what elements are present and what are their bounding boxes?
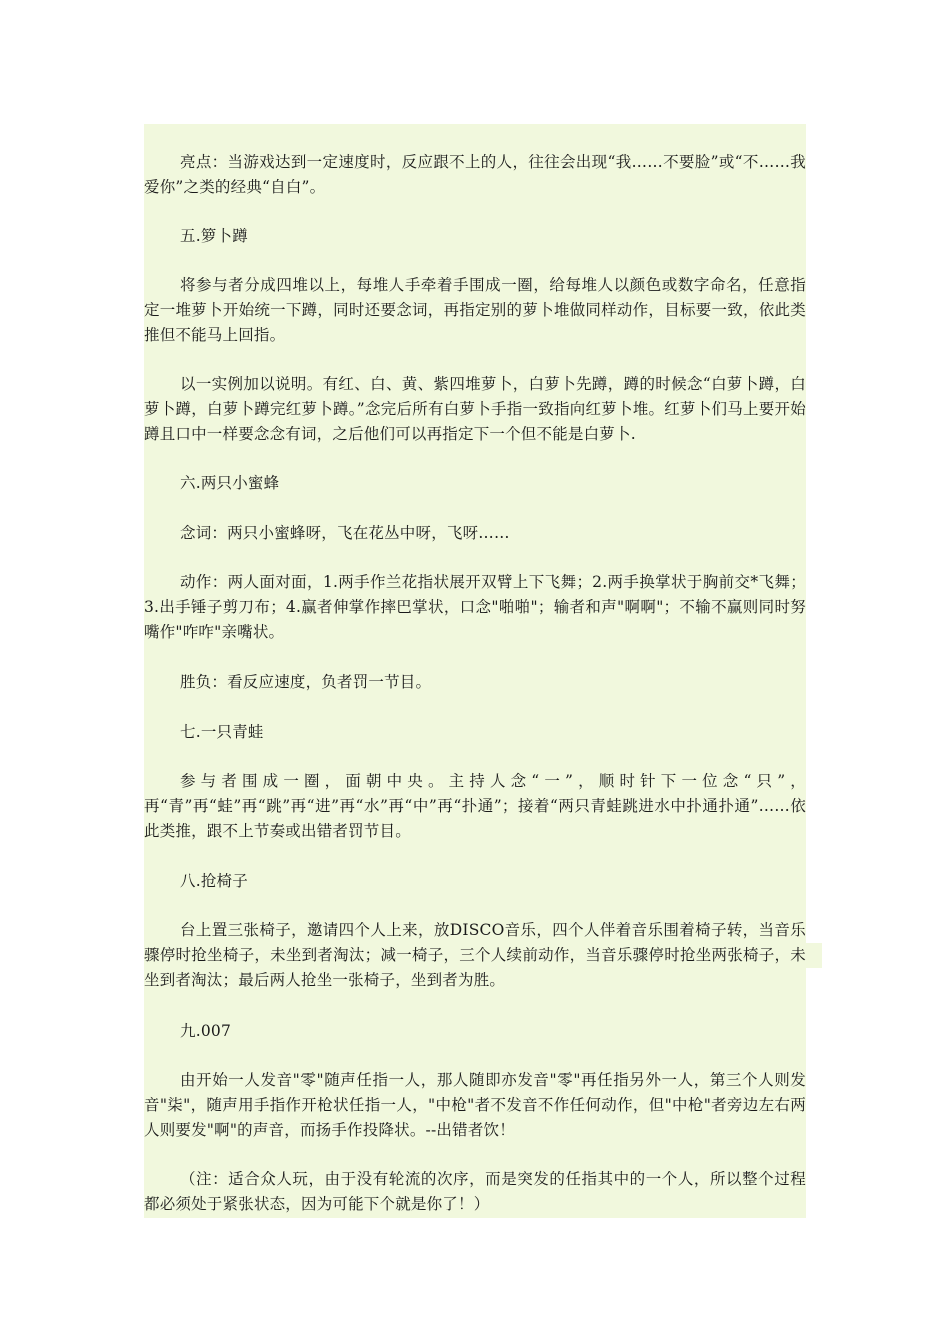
paragraph-radish-example: 以一实例加以说明。有红、白、黄、紫四堆萝卜，白萝卜先蹲，蹲的时候念“白萝卜蹲，白萝卜蹲，白萝卜蹲完红萝卜蹲。”念完后所有白萝卜手指一致指向红萝卜堆。红萝卜们马上要开始蹲且口中一样要念念有词，之后他们可以再指定下一个但不能是白萝卜. (144, 375, 806, 443)
paragraph-007-rules: 由开始一人发音"零"随声任指一人，那人随即亦发音"零"再任指另外一人，第三个人则发音"柒"，随声用手指作开枪状任指一人，"中枪"者不发音不作任何动作，但"中枪"者旁边左右两人则要发"啊"的声音，而扬手作投降状。--出错者饮！ (144, 1071, 806, 1139)
paragraph-bees-actions: 动作：两人面对面，1.两手作兰花指状展开双臂上下飞舞；2.两手换掌状于胸前交*飞舞；3.出手锤子剪刀布；4.赢者伸掌作摔巴掌状，口念"啪啪"；输者和声"啊啊"；不输不赢则同时努嘴作"咋咋"亲嘴状。 (144, 573, 806, 641)
section-heading-two-bees: 六.两只小蜜蜂 (180, 474, 280, 492)
paragraph-chairs-rules: 台上置三张椅子，邀请四个人上来，放DISCO音乐，四个人伴着音乐围着椅子转，当音乐骤停时抢坐椅子，未坐到者淘汰；减一椅子，三个人续前动作，当音乐骤停时抢坐两张椅子，未坐到者淘汰；最后两人抢坐一张椅子，坐到者为胜。 (144, 921, 806, 989)
document-content (144, 124, 806, 1218)
section-heading-007: 九.007 (180, 1022, 232, 1040)
highlight-overhang (806, 943, 822, 968)
paragraph-highlight: 亮点：当游戏达到一定速度时，反应跟不上的人，往往会出现“我……不要脸”或“不……我爱你”之类的经典“自白”。 (144, 153, 806, 196)
section-heading-musical-chairs: 八.抢椅子 (180, 872, 248, 890)
paragraph-bees-scoring: 胜负：看反应速度，负者罚一节目。 (180, 673, 432, 691)
paragraph-radish-rules: 将参与者分成四堆以上，每堆人手牵着手围成一圈，给每堆人以颜色或数字命名，任意指定一堆萝卜开始统一下蹲，同时还要念词，再指定别的萝卜堆做同样动作，目标要一致，依此类推但不能马上回指。 (144, 276, 806, 344)
paragraph-bees-chant: 念词：两只小蜜蜂呀，飞在花丛中呀，飞呀…… (180, 524, 510, 542)
section-heading-one-frog: 七.一只青蛙 (180, 723, 264, 741)
paragraph-note: （注：适合众人玩，由于没有轮流的次序，而是突发的任指其中的一个人，所以整个过程都必须处于紧张状态，因为可能下个就是你了！） (144, 1170, 806, 1213)
paragraph-frog-rules: 参与者围成一圈，面朝中央。主持人念“一”，顺时针下一位念“只”，再“青”再“蛙”再“跳”再“进”再“水”再“中”再“扑通”；接着“两只青蛙跳进水中扑通扑通”……依此类推，跟不上节奏或出错者罚节目。 (144, 772, 806, 840)
section-heading-radish-squat: 五.箩卜蹲 (180, 227, 248, 245)
